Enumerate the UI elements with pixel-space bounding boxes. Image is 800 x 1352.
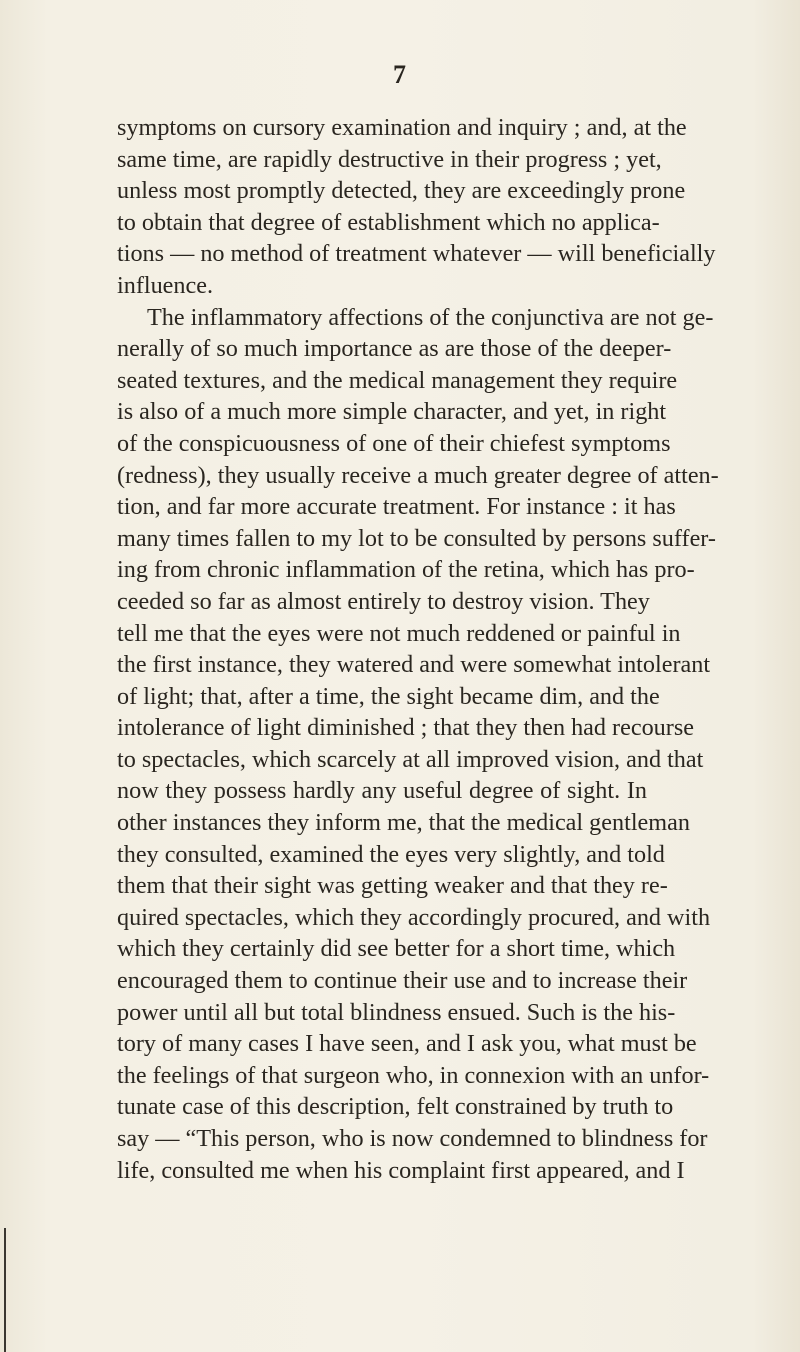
- text-line: unless most promptly detected, they are exceedingly prone: [117, 177, 686, 205]
- text-line: same time, are rapidly destructive in their progress ; yet,: [117, 145, 662, 173]
- text-line: tunate case of this description, felt constrained by truth to: [117, 1093, 674, 1121]
- text-line: of the conspicuousness of one of their chiefest symptoms: [117, 429, 671, 457]
- text-line: the feelings of that surgeon who, in connexion with an unfor-: [117, 1061, 710, 1089]
- paragraph-2: [117, 302, 719, 1187]
- body-text: [117, 112, 719, 1186]
- text-line: tion, and far more accurate treatment. For instance : it has: [117, 493, 676, 521]
- text-line: ing from chronic inflammation of the retina, which has pro-: [117, 556, 695, 584]
- text-line: symptoms on cursory examination and inquiry ; and, at the: [117, 114, 687, 141]
- text-line: to spectacles, which scarcely at all improved vision, and that: [117, 745, 704, 773]
- page-edge-rule: [4, 1228, 6, 1352]
- text-line: tions — no method of treatment whatever — will beneficially: [117, 240, 716, 268]
- text-line: power until all but total blindness ensued. Such is the his-: [117, 998, 676, 1026]
- text-line: is also of a much more simple character, and yet, in right: [117, 398, 667, 426]
- text-line: ceeded so far as almost entirely to destroy vision. They: [117, 587, 650, 615]
- text-line: quired spectacles, which they accordingly procured, and with: [117, 903, 711, 931]
- text-line: which they certainly did see better for a short time, which: [117, 935, 676, 963]
- text-line: now they possess hardly any useful degree of sight. In: [117, 777, 647, 805]
- text-line: life, consulted me when his complaint first appeared, and I: [117, 1156, 685, 1184]
- text-line: (redness), they usually receive a much greater degree of atten-: [117, 461, 719, 489]
- text-line: of light; that, after a time, the sight became dim, and the: [117, 682, 660, 710]
- text-line: they consulted, examined the eyes very slightly, and told: [117, 840, 665, 868]
- text-line: seated textures, and the medical management they require: [117, 366, 678, 394]
- text-line: many times fallen to my lot to be consulted by persons suffer-: [117, 524, 716, 552]
- text-line: say — “This person, who is now condemned to blindness for: [117, 1125, 708, 1152]
- text-line: tell me that the eyes were not much reddened or painful in: [117, 619, 681, 647]
- text-line: nerally of so much importance as are those of the deeper-: [117, 335, 672, 363]
- page-number: 7: [393, 60, 407, 89]
- text-line: The inflammatory affections of the conjunctiva are not ge-: [147, 303, 714, 331]
- text-line: other instances they inform me, that the medical gentleman: [117, 809, 690, 837]
- text-line: intolerance of light diminished ; that they then had recourse: [117, 714, 694, 742]
- paragraph-1: [117, 112, 716, 302]
- text-line: to obtain that degree of establishment which no applica-: [117, 208, 660, 236]
- text-line: influence.: [117, 271, 214, 299]
- text-line: the first instance, they watered and were somewhat intolerant: [117, 651, 711, 679]
- text-line: encouraged them to continue their use and to increase their: [117, 967, 688, 995]
- text-line: tory of many cases I have seen, and I ask you, what must be: [117, 1030, 697, 1058]
- text-line: them that their sight was getting weaker and that they re-: [117, 872, 668, 900]
